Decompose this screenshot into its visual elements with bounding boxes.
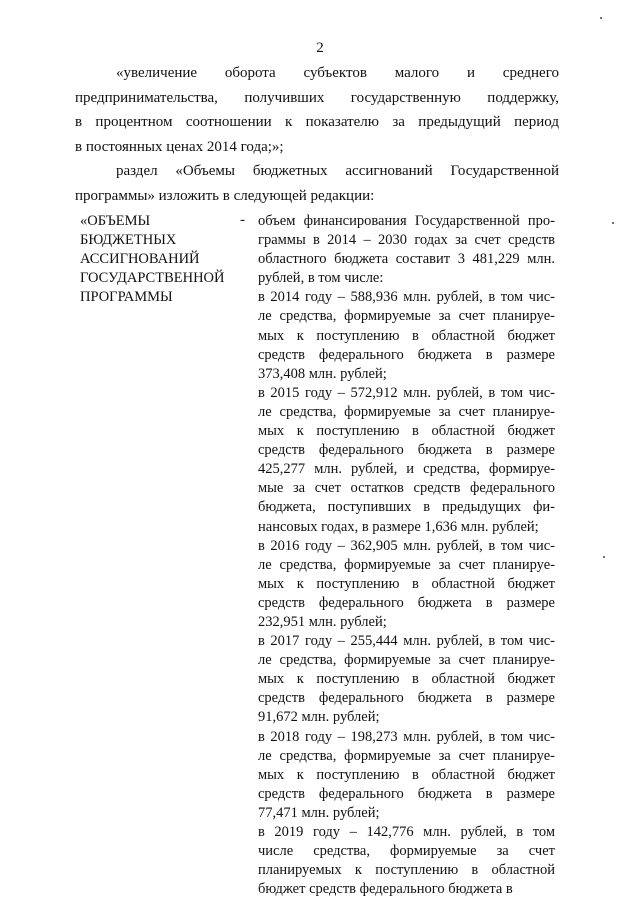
funding-line: ле средства, формируемые за счет планируе- [258,747,555,764]
funding-line: в 2015 году – 572,912 млн. рублей, в том чис- [258,384,555,401]
intro-paragraph [75,61,559,159]
page-number: 2 [316,40,324,56]
funding-line: мых к поступлению в областной бюджет [258,575,555,592]
funding-line: в 2017 году – 255,444 млн. рублей, в том чис- [258,633,555,650]
funding-line: планируемых к поступлению в областной [258,862,555,879]
funding-line: в 2016 году – 362,905 млн. рублей, в том чис- [258,537,555,554]
funding-line: 77,471 млн. рублей; [258,804,380,821]
paragraph-line: раздел «Объемы бюджетных ассигнований Государственной [116,163,559,179]
funding-line: средств федерального бюджета в размере [258,785,555,802]
funding-line: средств федерального бюджета в размере [258,690,555,707]
funding-details-cell [258,212,555,899]
funding-line: в 2018 году – 198,273 млн. рублей, в том чис- [258,728,555,745]
heading-line: АССИГНОВАНИЙ [80,251,200,267]
funding-line: 425,277 млн. рублей, и средства, формируе- [258,461,555,478]
funding-line: граммы в 2014 – 2030 годах за счет средств [258,232,555,249]
heading-line: ГОСУДАРСТВЕННОЙ [80,270,225,286]
funding-line: числе средства, формируемые за счет [258,843,555,860]
scan-speck [600,17,602,19]
funding-line: мых к поступлению в областной бюджет [258,766,555,783]
separator-dash: - [240,212,245,228]
funding-line: бюджет средств федерального бюджета в [258,881,513,898]
funding-line: средств федерального бюджета в размере [258,442,555,459]
funding-line: объем финансирования Государственной про- [258,213,555,229]
funding-line: рублей, в том числе: [258,270,384,287]
paragraph-line: в процентном соотношении к показателю за предыдущий период [75,114,559,130]
funding-line: ле средства, формируемые за счет планируе- [258,308,555,325]
section-paragraph [75,159,559,208]
heading-line: БЮДЖЕТНЫХ [80,232,177,248]
paragraph-line: программы» изложить в следующей редакции: [75,187,375,204]
heading-line: «ОБЪЕМЫ [80,213,151,229]
funding-line: нансовых годах, в размере 1,636 млн. рублей; [258,518,539,535]
paragraph-line: предпринимательства, получивших государственную поддержку, [75,89,559,106]
funding-line: мых к поступлению в областной бюджет [258,423,555,440]
funding-line: ле средства, формируемые за счет планируе- [258,403,555,420]
funding-line: 91,672 млн. рублей; [258,709,380,726]
funding-line: средств федерального бюджета в размере [258,594,555,611]
paragraph-line: «увеличение оборота субъектов малого и среднего [116,65,559,81]
funding-line: в 2014 году – 588,936 млн. рублей, в том чис- [258,289,555,306]
funding-line: средств федерального бюджета в размере [258,346,555,363]
funding-line: ле средства, формируемые за счет планируе- [258,652,555,669]
funding-line: бюджета, поступивших в предыдущих фи- [258,499,555,516]
heading-line: ПРОГРАММЫ [80,289,173,305]
funding-line: 373,408 млн. рублей; [258,365,387,382]
funding-line: областного бюджета составит 3 481,229 млн. [258,251,555,268]
paragraph-line: в постоянных ценах 2014 года;»; [75,138,284,155]
scan-speck [612,222,614,224]
funding-line: ле средства, формируемые за счет планируе- [258,556,555,573]
funding-line: мых к поступлению в областной бюджет [258,327,555,344]
section-heading-cell [80,212,240,307]
funding-line: мые за счет остатков средств федерального [258,480,555,497]
funding-line: 232,951 млн. рублей; [258,613,387,630]
scan-speck [603,556,605,558]
funding-line: в 2019 году – 142,776 млн. рублей, в том [258,824,555,840]
funding-line: мых к поступлению в областной бюджет [258,671,555,688]
